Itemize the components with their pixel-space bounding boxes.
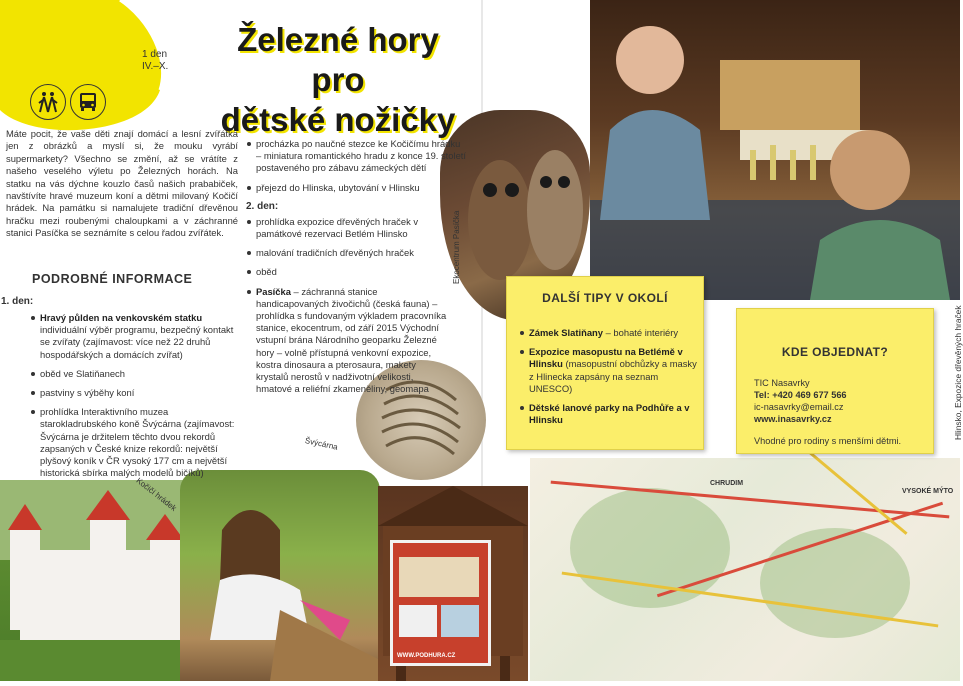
list-item: [246, 138, 466, 175]
caption-hlinsko: Hlinsko, Expozice dřevěných hraček: [953, 305, 963, 440]
item-text: přejezd do Hlinska, ubytování v Hlinsku: [256, 181, 420, 193]
intro-paragraph: Máte pocit, že vaše děti znají domácí a lesní zvířátka jen z obrázků a myslí si, že mouku vyrábí supermarkety? Všechno se změní, až se vrátíte z našeho veselého výletu po Železných horách. Na statku na vás dýchne kouzlo časů našich prababiček, navštívíte hravé muzeum koní a dětmi milovaný Kočičí hrádek. Na památku si namalujete tradiční dřevěnou hračku mezi roubenými chaloupkami a v záchranné stanici Pasíčka se seznámíte s celou řadou zvířátek.: [6, 128, 238, 239]
caption-kocici-hradek: Kočičí hrádek: [134, 476, 179, 513]
list-item: [519, 327, 699, 339]
order-box: [736, 308, 934, 454]
day1-label: 1. den:: [1, 296, 34, 307]
title-line-2: dětské nožičky: [220, 101, 456, 138]
item-text: individuální výběr programu, bezpečný kontakt se zvířaty (zajímavost: více než 22 druhů hospodářských a domácích zvířat): [40, 324, 234, 360]
item-text: (masopustní obchůzky a masky z Hlinecka zapsány na seznam UNESCO): [529, 358, 697, 394]
item-bold: Dětské lanové parky na Podhůře a v Hlinsku: [529, 402, 690, 426]
trip-duration: [142, 49, 168, 73]
day1-continued-list: [246, 138, 466, 194]
day1-block: [1, 296, 240, 486]
duration-text: 1 den: [142, 49, 168, 60]
caption-svycarna: Švýcárna: [304, 436, 339, 452]
order-tel: Tel: +420 469 677 566: [754, 390, 847, 400]
item-text: prohlídka expozice dřevěných hraček v památkové rezervaci Betlém Hlinsko: [256, 215, 419, 240]
list-item: [246, 182, 466, 194]
item-bold: Hravý půlden na venkovském statku: [40, 312, 203, 323]
list-item: [30, 368, 240, 380]
map-label-vysoke-myto: VYSOKÉ MÝTO: [902, 488, 954, 495]
photo-boys-wooden-toys: [590, 0, 960, 300]
photo-region-map: [530, 458, 960, 681]
order-contact: [754, 377, 930, 425]
tips-list: [519, 327, 699, 433]
item-text: prohlídka Interaktivního muzea starokladrubského koně Švýcárna (zajímavost: Švýcárna je držitelem těchto dvou rekordů zapsaných v České knize rekordů: největší plyšový koník v ČR vysoký 177 cm a největší historická sbírka malých modelů bičíků): [40, 406, 235, 479]
item-text: – záchranná stanice handicapovaných živočichů (česká fauna) – prohlídka s fundovaným výkladem pracovníka stanice, ekocentrum, od září 2015 Východní vstupní brána Národního geoparku Železné hory – volně přístupná venkovní expozice, kostra dinosaura a pterosaura, makety krystalů nerostů v nadživotní velikosti, hmatové a reliéfní zkameněliny, geomapa: [256, 285, 447, 395]
item-text: pastviny s výběhy koní: [40, 387, 135, 399]
board-url: WWW.PODHURA.CZ: [397, 653, 456, 659]
item-text: – bohaté interiéry: [603, 327, 679, 338]
item-bold: Pasíčka: [256, 285, 291, 297]
season-text: IV.–X.: [142, 61, 169, 72]
list-item: [246, 266, 446, 278]
list-item: [30, 406, 240, 479]
order-web[interactable]: www.inasavrky.cz: [754, 414, 832, 424]
list-item: [30, 312, 240, 361]
day1-list: [30, 312, 240, 479]
section-title-details: PODROBNÉ INFORMACE: [32, 272, 193, 286]
order-note: Vhodné pro rodiny s menšími dětmi.: [754, 436, 902, 446]
order-email[interactable]: ic-nasavrky@email.cz: [754, 402, 844, 412]
tips-title: DALŠÍ TIPY V OKOLÍ: [542, 291, 668, 305]
trip-type-icons: [30, 84, 106, 120]
order-org: TIC Nasavrky: [754, 378, 810, 388]
item-text: oběd: [256, 266, 277, 278]
item-text: procházka po naučné stezce ke Kočičímu hrádku – miniatura romantického hradu z konce 19. století postaveného pro zábavu zámeckých dětí: [256, 138, 467, 174]
photo-girl-slide: [180, 470, 380, 681]
info-board-panel: [390, 540, 491, 666]
list-item: [30, 387, 240, 399]
list-item: [246, 286, 448, 396]
item-bold: Zámek Slatiňany: [529, 327, 603, 338]
item-bold: Expozice masopustu na Betlémě v Hlinsku: [529, 346, 683, 370]
item-text: malování tradičních dřevěných hraček: [256, 247, 414, 259]
caption-ekocentrum: Ekocentrum Pasíčka: [452, 210, 461, 284]
list-item: [519, 402, 699, 426]
item-text: oběd ve Slatiňanech: [40, 367, 125, 379]
list-item: [246, 216, 446, 240]
day2-list: [246, 216, 446, 396]
title-line-1: Železné hory pro: [237, 21, 439, 98]
order-title: KDE OBJEDNAT?: [781, 345, 889, 359]
list-item: [519, 346, 699, 395]
hiking-icon: [30, 84, 66, 120]
tips-box: [506, 276, 704, 450]
column-2: [246, 138, 466, 402]
bus-icon: [70, 84, 106, 120]
list-item: [246, 247, 446, 259]
day2-label: 2. den:: [246, 200, 279, 212]
page-title: [218, 20, 458, 140]
map-label-chrudim: CHRUDIM: [710, 480, 744, 487]
